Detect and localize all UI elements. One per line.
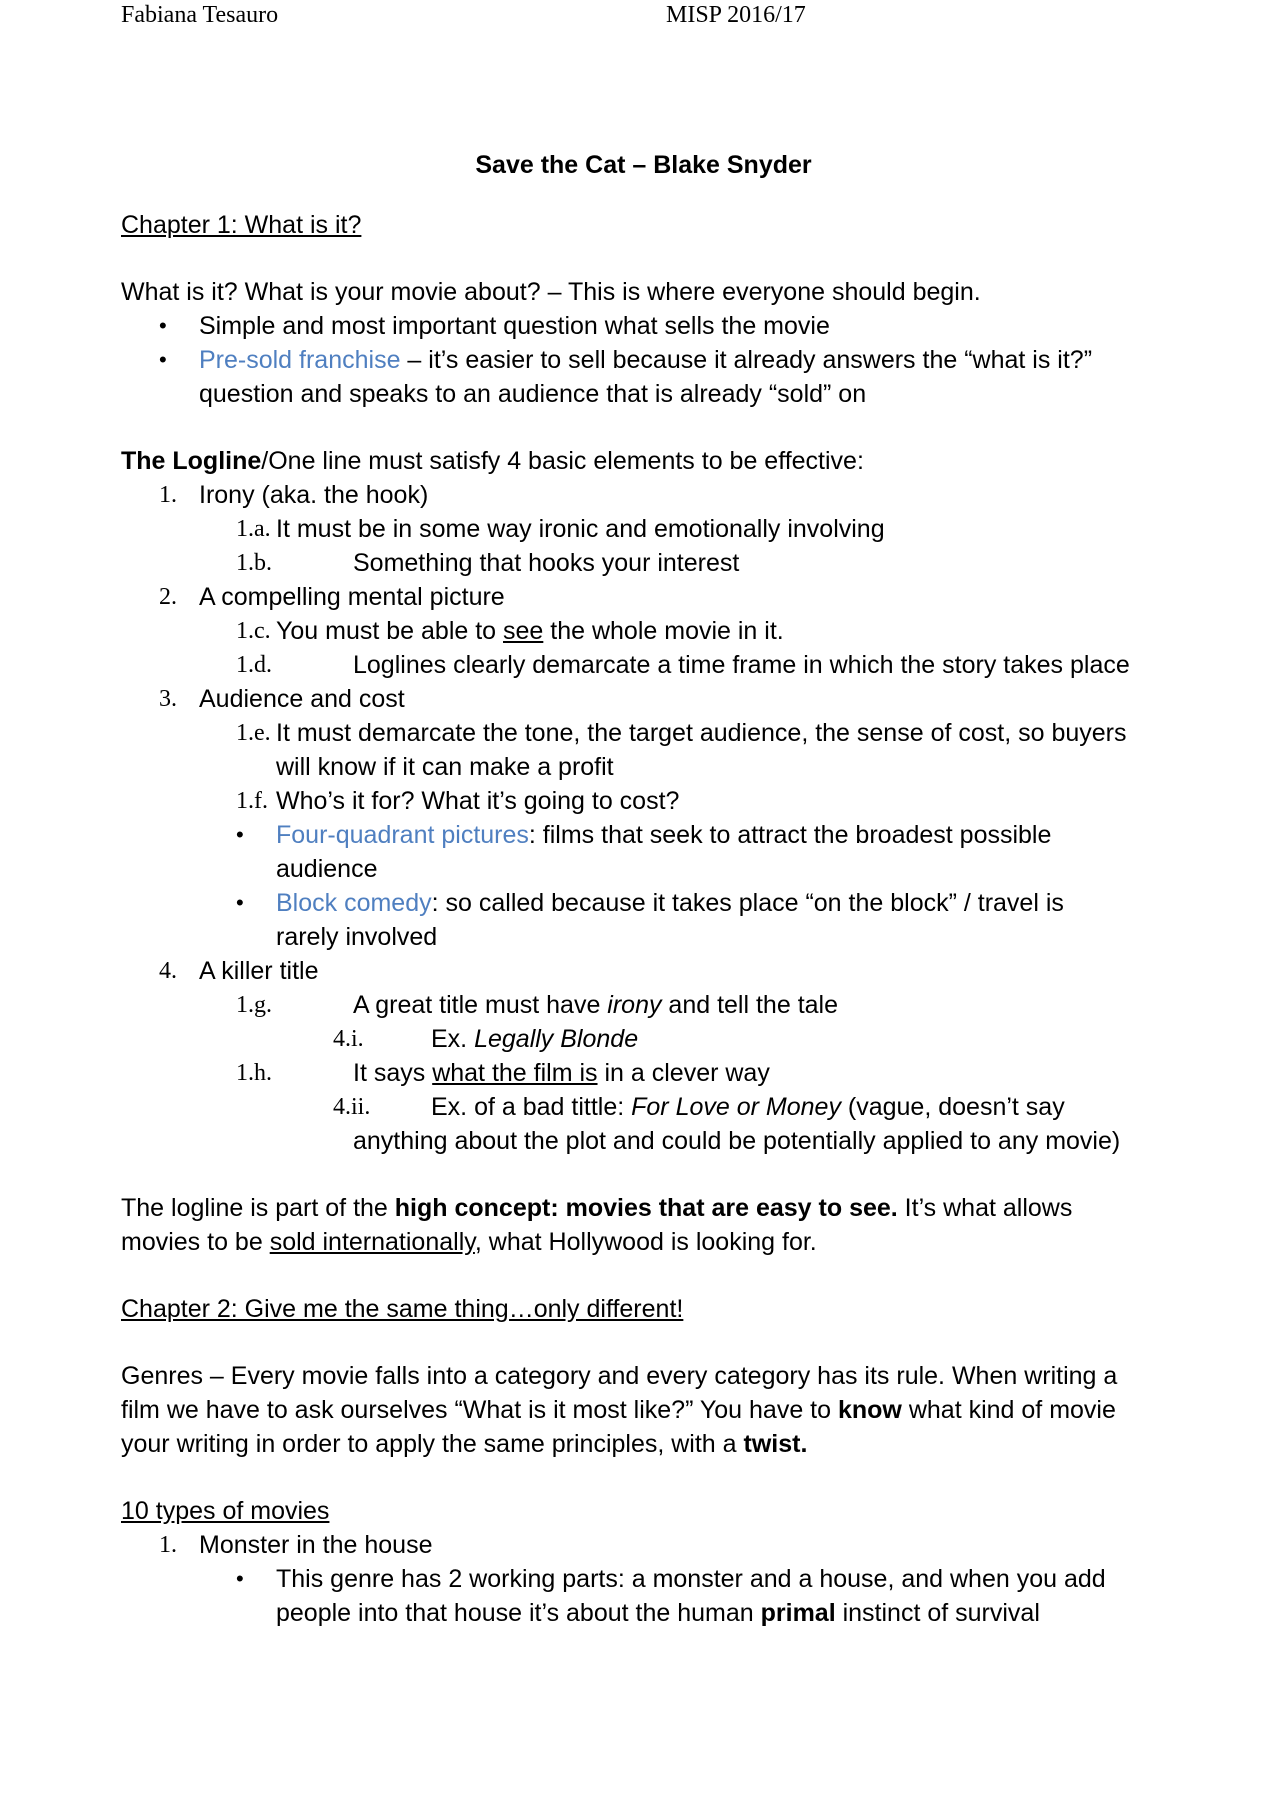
link-pre-sold-franchise[interactable]: Pre-sold franchise <box>199 346 401 374</box>
italic-text: For Love or Money <box>631 1093 841 1121</box>
list-marker: 1. <box>159 1532 177 1558</box>
document-body <box>121 148 1166 1630</box>
paragraph-text: your writing in order to apply the same principles, with a <box>121 1430 744 1458</box>
list-text: A great title must have <box>353 991 608 1019</box>
chapter2-p1: Genres – Every movie falls into a category and every category has its rule. When writing a <box>121 1362 1118 1390</box>
list-marker: 4.ii. <box>333 1094 371 1120</box>
bullet-text-cont: rarely involved <box>276 923 438 951</box>
link-block-comedy[interactable]: Block comedy <box>276 889 432 917</box>
bullet-icon: • <box>236 890 244 915</box>
chapter1-heading: Chapter 1: What is it? <box>121 211 362 239</box>
list-text: A compelling mental picture <box>199 583 505 611</box>
list-marker: 1.h. <box>236 1060 272 1086</box>
list-item <box>121 954 1166 988</box>
bullet-text: : so called because it takes place “on the block” / travel is <box>431 889 1064 917</box>
italic-text: Legally Blonde <box>474 1025 639 1053</box>
list-item <box>121 988 1166 1022</box>
chapter2-p2 <box>121 1393 1166 1427</box>
list-text: Loglines clearly demarcate a time frame in which the story takes place <box>353 651 1130 679</box>
list-marker: 1.d. <box>236 652 272 678</box>
types-heading: 10 types of movies <box>121 1497 330 1525</box>
list-text: the whole movie in it. <box>543 617 784 645</box>
summary-bold: high concept: movies that are easy to see. <box>394 1194 898 1222</box>
list-item <box>121 784 1166 818</box>
list-item <box>121 648 1166 682</box>
list-item <box>121 580 1166 614</box>
bullet-text-cont: question and speaks to an audience that is already “sold” on <box>199 380 867 408</box>
bullet-text: – it’s easier to sell because it already answers the “what is it?” <box>400 346 1093 374</box>
list-item <box>121 886 1166 920</box>
bullet-icon: • <box>159 313 167 338</box>
list-item <box>121 1562 1166 1596</box>
logline-summary <box>121 1191 1166 1225</box>
list-text: You must be able to <box>276 617 504 645</box>
header-course: MISP 2016/17 <box>666 2 806 28</box>
italic-text: irony <box>607 991 662 1019</box>
bullet-text-cont: instinct of survival <box>835 1599 1040 1627</box>
list-item <box>121 546 1166 580</box>
list-item <box>121 716 1166 750</box>
list-text: Ex. <box>431 1025 475 1053</box>
list-text: It must demarcate the tone, the target audience, the sense of cost, so buyers <box>276 719 1127 747</box>
list-marker: 1.a. <box>236 516 271 542</box>
underlined-text: see <box>503 617 544 645</box>
list-marker: 3. <box>159 686 177 712</box>
list-item <box>121 1022 1166 1056</box>
document-title: Save the Cat – Blake Snyder <box>475 151 812 179</box>
list-marker: 1.c. <box>236 618 271 644</box>
list-text: It says <box>353 1059 433 1087</box>
logline-intro <box>121 444 1166 478</box>
list-item <box>121 818 1166 852</box>
list-text: Audience and cost <box>199 685 405 713</box>
list-marker: 1.b. <box>236 550 272 576</box>
underlined-text: sold internationally <box>269 1228 475 1256</box>
list-text: Monster in the house <box>199 1531 433 1559</box>
logline-bold: The Logline <box>121 447 262 475</box>
bullet-text-cont: people into that house it’s about the human <box>276 1599 761 1627</box>
bullet-text-cont: audience <box>276 855 378 883</box>
summary-text: The logline is part of the <box>121 1194 395 1222</box>
list-marker: 1. <box>159 482 177 508</box>
bold-text: primal <box>760 1599 836 1627</box>
list-marker: 1.f. <box>236 788 268 814</box>
list-item <box>121 343 1166 377</box>
summary-text: It’s what allows <box>897 1194 1073 1222</box>
list-item <box>121 1090 1166 1124</box>
chapter2-heading: Chapter 2: Give me the same thing…only different! <box>121 1295 684 1323</box>
list-item <box>121 309 1166 343</box>
bullet-text: This genre has 2 working parts: a monster and a house, and when you add <box>276 1565 1106 1593</box>
list-text: A killer title <box>199 957 319 985</box>
paragraph-text: film we have to ask ourselves “What is it most like?” You have to <box>121 1396 838 1424</box>
list-text: Something that hooks your interest <box>353 549 740 577</box>
logline-rest: /One line must satisfy 4 basic elements to be effective: <box>261 447 864 475</box>
list-marker: 2. <box>159 584 177 610</box>
list-marker: 1.e. <box>236 720 271 746</box>
bullet-icon: • <box>236 1566 244 1591</box>
list-text: Ex. of a bad tittle: <box>431 1093 632 1121</box>
list-marker: 4. <box>159 958 177 984</box>
underlined-text: what the film is <box>432 1059 598 1087</box>
summary-text: , what Hollywood is looking for. <box>474 1228 817 1256</box>
list-text: (vague, doesn’t say <box>840 1093 1065 1121</box>
paragraph-text: what kind of movie <box>901 1396 1116 1424</box>
bullet-text: Simple and most important question what sells the movie <box>199 312 830 340</box>
bullet-icon: • <box>159 347 167 372</box>
header-author: Fabiana Tesauro <box>121 2 279 28</box>
chapter2-p3 <box>121 1427 1166 1461</box>
link-four-quadrant-pictures[interactable]: Four-quadrant pictures <box>276 821 529 849</box>
summary-text: movies to be <box>121 1228 270 1256</box>
list-marker: 1.g. <box>236 992 272 1018</box>
chapter1-intro: What is it? What is your movie about? – This is where everyone should begin. <box>121 278 981 306</box>
list-item <box>121 1056 1166 1090</box>
list-text-cont: anything about the plot and could be potentially applied to any movie) <box>353 1127 1121 1155</box>
list-text-cont: will know if it can make a profit <box>276 753 614 781</box>
list-item <box>121 478 1166 512</box>
list-item <box>121 1528 1166 1562</box>
bold-text: twist. <box>743 1430 808 1458</box>
bullet-text: : films that seek to attract the broadest possible <box>528 821 1052 849</box>
list-item <box>121 614 1166 648</box>
bullet-icon: • <box>236 822 244 847</box>
list-text: Who’s it for? What it’s going to cost? <box>276 787 680 815</box>
list-text: Irony (aka. the hook) <box>199 481 429 509</box>
list-text: It must be in some way ironic and emotionally involving <box>276 515 885 543</box>
bold-text: know <box>837 1396 902 1424</box>
logline-summary-cont <box>121 1225 1166 1259</box>
list-item <box>121 512 1166 546</box>
list-text: and tell the tale <box>661 991 838 1019</box>
list-item <box>121 682 1166 716</box>
list-text: in a clever way <box>597 1059 770 1087</box>
list-marker: 4.i. <box>333 1026 364 1052</box>
